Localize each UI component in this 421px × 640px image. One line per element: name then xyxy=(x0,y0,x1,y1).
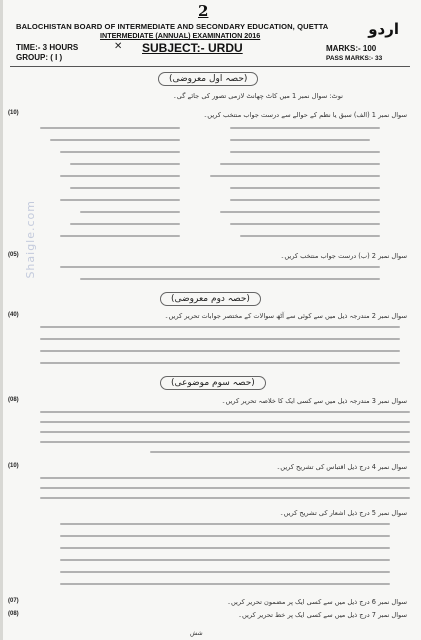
q7-line: سوال نمبر 7 درج ذیل میں سے کسی ایک پر خط تحریر کریں۔ xyxy=(238,611,407,619)
text-line xyxy=(70,163,180,165)
text-line xyxy=(230,139,370,141)
text-line xyxy=(230,199,380,201)
text-line xyxy=(220,211,380,213)
urdu-title: اردو xyxy=(368,20,399,38)
cross-mark: ✕ xyxy=(114,41,123,52)
text-line xyxy=(60,235,180,237)
time-label: TIME:- 3 HOURS xyxy=(16,43,79,52)
marks-label: MARKS:- 100 xyxy=(326,44,377,53)
q4-line: سوال نمبر 4 درج ذیل اقتباس کی تشریح کریں۔ xyxy=(276,463,407,471)
text-line xyxy=(40,350,400,352)
marks-q7: (08) xyxy=(8,611,19,617)
text-line xyxy=(60,559,390,561)
q6-line: سوال نمبر 6 درج ذیل میں سے کسی ایک پر مضمون تحریر کریں۔ xyxy=(227,598,407,606)
q2-line: سوال نمبر 2 مندرجہ ذیل میں سے کوئی سے آٹھ سوالات کے مختصر جوابات تحریر کریں۔ xyxy=(164,312,407,320)
board-name: BALOCHISTAN BOARD OF INTERMEDIATE AND SECONDARY EDUCATION, QUETTA xyxy=(16,22,329,31)
q1a-line: سوال نمبر 1 (الف) سبق یا نظم کے حوالے سے درست جواب منتخب کریں۔ xyxy=(203,111,407,119)
text-line xyxy=(70,187,180,189)
exam-title: INTERMEDIATE (ANNUAL) EXAMINATION 2016 xyxy=(100,31,261,40)
text-line xyxy=(80,278,380,280)
text-line xyxy=(220,163,380,165)
q1b-line: سوال نمبر 2 (ب) درست جواب منتخب کریں۔ xyxy=(280,252,407,260)
marks-q3: (08) xyxy=(8,397,19,403)
text-line xyxy=(40,421,410,423)
text-line xyxy=(60,266,380,268)
subject-label: SUBJECT:- URDU xyxy=(142,41,243,55)
text-line xyxy=(40,326,400,328)
text-line xyxy=(50,139,180,141)
text-line xyxy=(230,187,380,189)
footer-mark: شش xyxy=(190,630,203,637)
text-line xyxy=(60,523,390,525)
q5-line: سوال نمبر 5 درج ذیل اشعار کی تشریح کریں۔ xyxy=(279,509,407,517)
text-line xyxy=(40,487,410,489)
scan-edge xyxy=(0,0,3,640)
text-line xyxy=(40,477,410,479)
header-rule xyxy=(10,66,410,67)
marks-q1b: (05) xyxy=(8,252,19,258)
section-part1: (حصہ اول معروضی) xyxy=(158,72,258,86)
marks-q6: (07) xyxy=(8,598,19,604)
text-line xyxy=(60,583,390,585)
text-line xyxy=(230,223,380,225)
text-line xyxy=(60,535,390,537)
text-line xyxy=(210,175,380,177)
text-line xyxy=(230,127,380,129)
text-line xyxy=(60,175,180,177)
text-line xyxy=(40,127,180,129)
text-line xyxy=(40,411,410,413)
text-line xyxy=(60,199,180,201)
text-line xyxy=(60,571,390,573)
text-line xyxy=(80,211,180,213)
text-line xyxy=(70,223,180,225)
text-line xyxy=(40,338,400,340)
pass-marks-label: PASS MARKS:- 33 xyxy=(326,55,383,62)
watermark: Shaigle.com xyxy=(24,200,37,279)
section-part2: (حصہ دوم معروضی) xyxy=(160,292,261,306)
q3-line: سوال نمبر 3 مندرجہ ذیل میں سے کسی ایک کا خلاصہ تحریر کریں۔ xyxy=(221,397,407,405)
group-label: GROUP: ( I ) xyxy=(16,53,63,62)
text-line xyxy=(60,151,180,153)
text-line xyxy=(60,547,390,549)
text-line xyxy=(230,151,380,153)
text-line xyxy=(240,235,380,237)
text-line xyxy=(40,497,410,499)
page-number: 2 xyxy=(198,2,209,20)
text-line xyxy=(40,441,410,443)
note-line: نوٹ: سوال نمبر 1 میں کاٹ چھانٹ لازمی تصور کی جائے گی۔ xyxy=(172,92,343,100)
section-part3: (حصہ سوم موضوعی) xyxy=(160,376,266,390)
marks-q2: (40) xyxy=(8,312,19,318)
text-line xyxy=(40,362,400,364)
marks-q1a: (10) xyxy=(8,110,19,116)
marks-q4: (10) xyxy=(8,463,19,469)
text-line xyxy=(150,451,410,453)
text-line xyxy=(40,431,410,433)
